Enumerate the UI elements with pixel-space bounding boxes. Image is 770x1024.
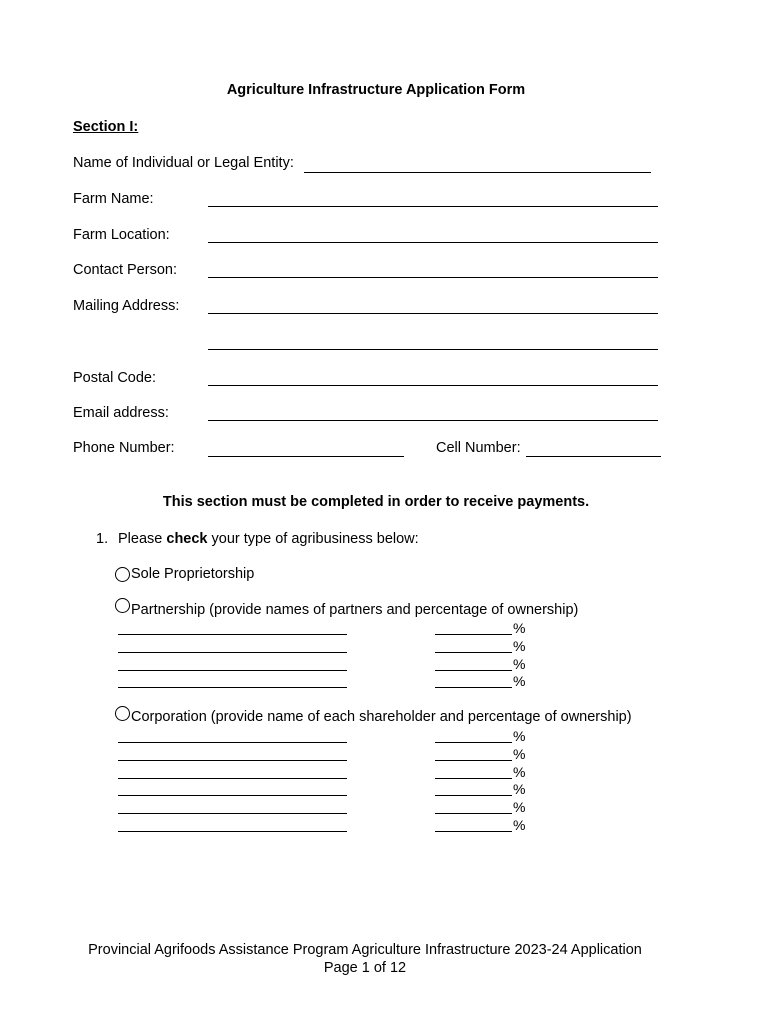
contact-person-label: Contact Person: bbox=[73, 262, 177, 278]
shareholder-percent-field[interactable] bbox=[435, 817, 512, 832]
shareholder-name-field[interactable] bbox=[118, 799, 347, 814]
percent-sign: % bbox=[513, 763, 526, 780]
shareholder-percent-field[interactable] bbox=[435, 781, 512, 796]
shareholder-percent-field[interactable] bbox=[435, 799, 512, 814]
question-number: 1. bbox=[96, 531, 109, 547]
percent-sign: % bbox=[513, 620, 526, 636]
agribusiness-question bbox=[96, 531, 419, 547]
shareholder-name-field[interactable] bbox=[118, 817, 347, 832]
farm-location-field[interactable] bbox=[208, 226, 658, 243]
shareholder-name-field[interactable] bbox=[118, 764, 347, 779]
mailing-address-field-1[interactable] bbox=[208, 297, 658, 314]
contact-person-field[interactable] bbox=[208, 261, 658, 278]
percent-sign: % bbox=[513, 673, 526, 690]
cell-label: Cell Number: bbox=[436, 440, 521, 456]
percent-sign: % bbox=[513, 655, 526, 672]
percent-sign: % bbox=[513, 781, 526, 798]
partner-name-field[interactable] bbox=[118, 638, 347, 653]
postal-code-field[interactable] bbox=[208, 369, 658, 386]
farm-name-label: Farm Name: bbox=[73, 191, 154, 207]
shareholder-name-field[interactable] bbox=[118, 728, 347, 743]
shareholder-percent-field[interactable] bbox=[435, 764, 512, 779]
phone-field[interactable] bbox=[208, 440, 404, 457]
postal-code-label: Postal Code: bbox=[73, 370, 157, 386]
question-text-after: your type of agribusiness below: bbox=[207, 531, 419, 547]
percent-sign: % bbox=[513, 799, 526, 816]
shareholder-name-field[interactable] bbox=[118, 746, 347, 761]
corporation-radio[interactable] bbox=[115, 706, 130, 721]
email-label: Email address: bbox=[73, 405, 169, 421]
percent-sign: % bbox=[513, 745, 526, 762]
partnership-radio[interactable] bbox=[115, 598, 130, 613]
footer-program: Provincial Agrifoods Assistance Program Agriculture Infrastructure 2023-24 Application bbox=[88, 942, 642, 958]
shareholder-name-field[interactable] bbox=[118, 781, 347, 796]
corporation-label: Corporation (provide name of each shareholder and percentage of ownership) bbox=[131, 709, 632, 725]
partner-percent-field[interactable] bbox=[435, 638, 512, 653]
footer-page-number: Page 1 of 12 bbox=[323, 960, 407, 976]
farm-location-label: Farm Location: bbox=[73, 227, 170, 243]
percent-sign: % bbox=[513, 637, 526, 654]
cell-field[interactable] bbox=[526, 440, 661, 457]
partnership-label: Partnership (provide names of partners and percentage of ownership) bbox=[131, 602, 579, 618]
payment-notice: This section must be completed in order to receive payments. bbox=[162, 494, 590, 510]
farm-name-field[interactable] bbox=[208, 190, 658, 207]
percent-sign: % bbox=[513, 817, 526, 833]
sole-proprietorship-label: Sole Proprietorship bbox=[131, 566, 255, 582]
partner-percent-field[interactable] bbox=[435, 673, 512, 688]
partner-percent-field[interactable] bbox=[435, 656, 512, 671]
percent-sign: % bbox=[513, 728, 526, 744]
email-field[interactable] bbox=[208, 404, 658, 421]
shareholder-percent-field[interactable] bbox=[435, 746, 512, 761]
partner-name-field[interactable] bbox=[118, 620, 347, 635]
partner-name-field[interactable] bbox=[118, 673, 347, 688]
question-text-before: Please bbox=[118, 531, 167, 547]
section-heading: Section I: bbox=[73, 119, 139, 135]
partner-percent-field[interactable] bbox=[435, 620, 512, 635]
sole-proprietorship-radio[interactable] bbox=[115, 567, 130, 582]
question-text-bold: check bbox=[166, 531, 208, 547]
phone-label: Phone Number: bbox=[73, 440, 175, 456]
form-title: Agriculture Infrastructure Application Form bbox=[226, 82, 526, 98]
name-entity-field[interactable] bbox=[304, 156, 651, 173]
name-entity-label: Name of Individual or Legal Entity: bbox=[73, 155, 294, 171]
mailing-address-field-2[interactable] bbox=[208, 333, 658, 350]
shareholder-percent-field[interactable] bbox=[435, 728, 512, 743]
partner-name-field[interactable] bbox=[118, 656, 347, 671]
mailing-address-label: Mailing Address: bbox=[73, 298, 180, 314]
